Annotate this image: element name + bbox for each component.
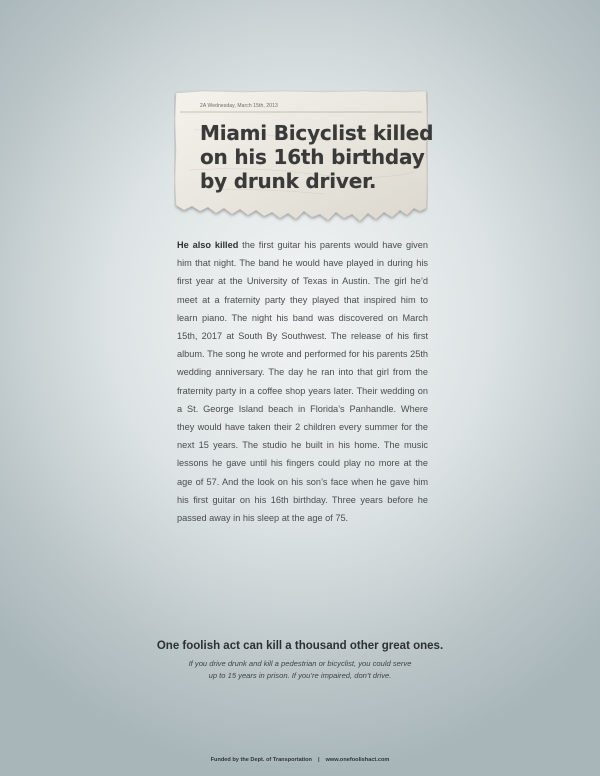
- footer: [0, 757, 600, 763]
- clipping-dateline: 2A Wednesday, March 15th, 2013: [200, 103, 278, 109]
- headline-line: by drunk driver.: [200, 169, 377, 193]
- body-lead: He also killed: [177, 240, 239, 250]
- footer-funder: Funded by the Dept. of Transportation: [210, 757, 312, 763]
- clipping-headline: [200, 121, 434, 193]
- subline-line: up to 15 years in prison. If you’re impaired, don’t drive.: [208, 671, 392, 680]
- newspaper-clipping: [174, 90, 434, 226]
- footer-url[interactable]: www.onefoolishact.com: [325, 757, 390, 763]
- body-text: the first guitar his parents would have given him that night. The band he would have played in during his first year at the University of Texas in Austin. The girl he’d meet at a fraternity party they played that inspired him to learn piano. The night his band was discovered on March 15th, 2017 at South By Southwest. The release of his first album. The song he wrote and performed for his parents 25th wedding anniversary. The day he ran into that girl from the fraternity party in a coffee shop years later. Their wedding on a St. George Island beach in Florida’s Panhandle. Where they would have taken their 2 children every summer for the next 15 years. The studio he built in his home. The music lessons he gave until his fingers could play no more at the age of 57. And the look on his son’s face when he gave him his first guitar on his 16th birthday. Three years before he passed away in his sleep at the age of 75.: [177, 240, 428, 524]
- headline-line: Miami Bicyclist killed: [200, 121, 434, 145]
- body-copy: [177, 236, 428, 527]
- tagline: One foolish act can kill a thousand other great ones.: [156, 640, 444, 652]
- footer-separator: |: [317, 757, 320, 763]
- subline-line: If you drive drunk and kill a pedestrian or bicyclist, you could serve: [188, 659, 412, 668]
- subline: [0, 658, 600, 682]
- headline-line: on his 16th birthday: [200, 145, 425, 169]
